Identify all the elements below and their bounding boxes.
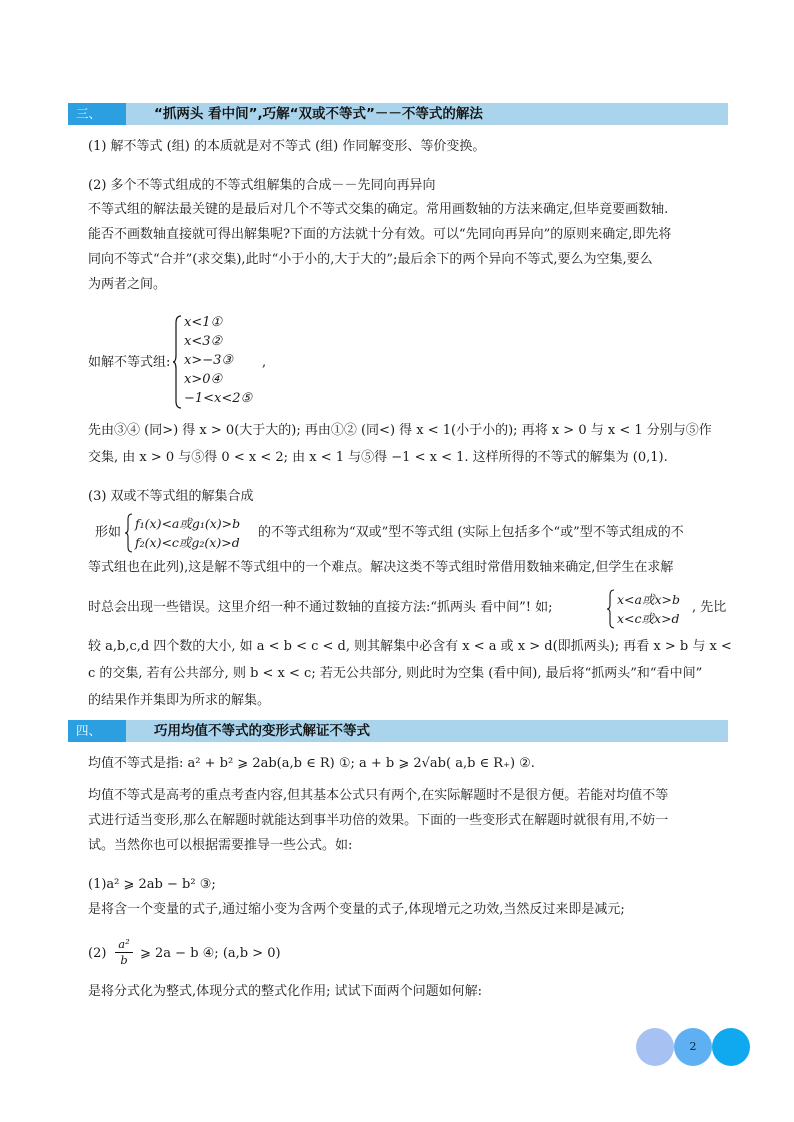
p8-suffix: , 先比 [692,600,727,615]
paragraph-3-3b: 能否不画数轴直接就可得出解集呢?下面的方法就十分有效。可以“先同向再异向”的原则来确定,即先将 [88,227,672,242]
page-number-badge [636,1028,752,1068]
paragraph-4-4: 是将含一个变量的式子,通过缩小变为含两个变量的式子,体现增元之功效,当然反过来即是减元; [88,902,625,917]
paragraph-3-10: c 的交集, 若有公共部分, 则 b < x < c; 若无公共部分, 则此时为空集 (看中间), 最后将“抓两头”和“看中间” [88,666,703,681]
decor-circle-3 [712,1028,750,1066]
double-or-line-2: f₂(x)<c或g₂(x)>d [135,535,240,550]
p6-prefix: 形如 [95,525,122,540]
paragraph-3-3a: 不等式组的解法最关键的是最后对几个不等式交集的确定。常用画数轴的方法来确定,但毕竟要画数轴. [88,202,669,217]
example-label: 如解不等式组: [88,355,171,370]
paragraph-3-3d: 为两者之间。 [88,277,167,292]
or-system [607,589,702,629]
paragraph-4-2a: 均值不等式是高考的重点考查内容,但其基本公式只有两个,在实际解题时不是很方便。若能对均值不等 [88,788,669,803]
section-4-title: 巧用均值不等式的变形式解证不等式 [154,723,370,739]
section-3-header [68,103,728,125]
paragraph-3-2: (2) 多个不等式组成的不等式组解集的合成－－先同向再异向 [88,178,436,193]
left-brace-icon [125,513,133,553]
p8-prefix: 时总会出现一些错误。这里介绍一种不通过数轴的直接方法:“抓两头 看中间”! 如; [88,600,553,615]
paragraph-3-4b: 交集, 由 x > 0 与⑤得 0 < x < 2; 由 x < 1 与⑤得 −1 < x < 1. 这样所得的不等式的解集为 (0,1). [88,450,668,465]
left-brace-icon [173,315,183,409]
or-line-1: x<a或x>b [617,592,681,607]
paragraph-3-1: (1) 解不等式 (组) 的本质就是对不等式 (组) 作同解变形、等价变换。 [88,139,486,154]
fraction [115,937,133,967]
paragraph-4-2c: 试。当然你也可以根据需要推导一些公式。如: [88,838,353,853]
p6-suffix: 的不等式组称为“双或”型不等式组 (实际上包括多个“或”型不等式组成的不 [258,525,684,540]
double-or-system [125,513,265,553]
or-line-2: x<c或x>d [617,611,680,626]
system-line-3: x>−3③ [184,353,234,368]
section-3-number: 三、 [68,103,126,125]
paragraph-3-9: 较 a,b,c,d 四个数的大小, 如 a < b < c < d, 则其解集中必含有 x < a 或 x > d(即抓两头); 再看 x > b 与 x < [88,639,732,654]
fraction-numerator: a² [118,937,130,951]
paragraph-4-1: 均值不等式是指: a² + b² ⩾ 2ab(a,b ∈ R) ①; a + b ⩾ 2√ab( a,b ∈ R₊) ②. [88,756,535,771]
decor-circle-1 [636,1028,674,1066]
section-3-title: “抓两头 看中间”,巧解“双或不等式”－－不等式的解法 [154,106,483,122]
page-number: 2 [674,1028,712,1066]
left-brace-icon [607,589,615,629]
paragraph-3-5: (3) 双或不等式组的解集合成 [88,489,254,504]
example-comma: , [262,355,267,370]
system-line-5: −1<x<2⑤ [184,391,253,406]
system-line-4: x>0④ [184,372,223,387]
paragraph-3-7: 等式组也在此列),这是解不等式组中的一个难点。解决这类不等式组时常借用数轴来确定,但学生在求解 [88,560,674,575]
section-4-number: 四、 [68,720,126,742]
p5-prefix: (2) [88,946,107,961]
paragraph-4-6: 是将分式化为整式,体现分式的整式化作用; 试试下面两个问题如何解: [88,984,483,999]
paragraph-3-11: 的结果作并集即为所求的解集。 [88,693,271,708]
paragraph-4-3: (1)a² ⩾ 2ab − b² ③; [88,877,216,892]
system-line-2: x<3② [184,334,223,349]
p5-suffix: ⩾ 2a − b ④; (a,b > 0) [140,946,281,961]
paragraph-4-2b: 式进行适当变形,那么在解题时就能达到事半功倍的效果。下面的一些变形式在解题时就很有用,不妨一 [88,813,669,828]
system-line-1: x<1① [184,315,223,330]
paragraph-3-3c: 同向不等式“合并”(求交集),此时“小于小的,大于大的”;最后余下的两个异向不等式,要么为空集,要么 [88,252,653,267]
double-or-line-1: f₁(x)<a或g₁(x)>b [135,516,241,531]
fraction-denominator: b [115,952,133,967]
paragraph-3-4a: 先由③④ (同>) 得 x > 0(大于大的); 再由①② (同<) 得 x < 1(小于小的); 再将 x > 0 与 x < 1 分别与⑤作 [88,423,712,438]
section-4-header [68,720,728,742]
